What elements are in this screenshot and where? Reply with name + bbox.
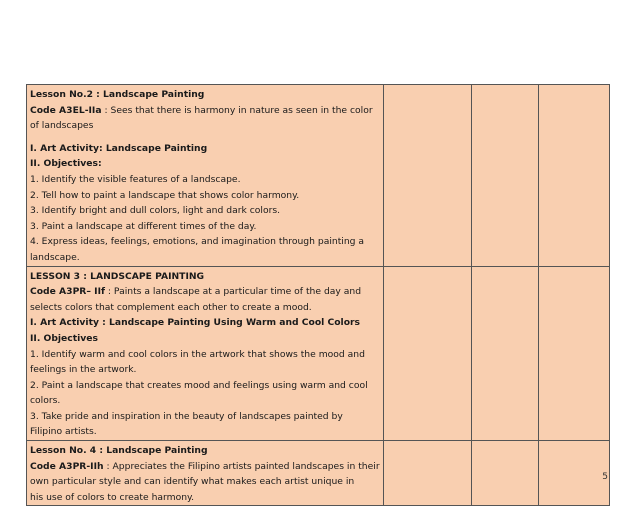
text-line <box>30 347 380 363</box>
empty-cell <box>384 85 472 267</box>
body-text: 4. Express ideas, feelings, emotions, and imagination through painting a <box>30 236 365 248</box>
page-number: 5 <box>602 472 608 482</box>
text-line <box>30 141 380 157</box>
body-text: 1. Identify the visible features of a landscape. <box>30 173 241 185</box>
empty-cell <box>539 441 610 506</box>
body-text: own particular style and can identify what makes each artist unique in <box>30 476 355 488</box>
text-line <box>30 188 380 204</box>
lesson-cell <box>27 441 384 506</box>
table-row <box>27 441 610 506</box>
text-line <box>30 250 380 266</box>
body-text: 2. Tell how to paint a landscape that shows color harmony. <box>30 189 300 201</box>
bold-text: Lesson No. 4 : Landscape Painting <box>30 445 208 457</box>
body-text: landscape. <box>30 251 80 263</box>
text-line <box>30 203 380 219</box>
line-spacer <box>30 134 380 141</box>
text-line <box>30 300 380 316</box>
text-line <box>30 378 380 394</box>
text-line <box>30 409 380 425</box>
body-text: of landscapes <box>30 120 94 132</box>
body-text: Filipino artists. <box>30 426 97 438</box>
text-line <box>30 172 380 188</box>
bold-text: Code A3EL-IIa <box>30 104 102 116</box>
bold-text: I. Art Activity : Landscape Painting Using Warm and Cool Colors <box>30 317 361 329</box>
empty-cell <box>472 441 539 506</box>
body-text: 3. Paint a landscape at different times of the day. <box>30 220 257 232</box>
text-line <box>30 234 380 250</box>
body-text: : Appreciates the Filipino artists painted landscapes in their <box>103 460 380 472</box>
curriculum-table <box>26 84 610 506</box>
text-line <box>30 156 380 172</box>
text-line <box>30 118 380 134</box>
bold-text: Code A3PR-IIh <box>30 460 104 472</box>
text-line <box>30 219 380 235</box>
text-line <box>30 459 380 475</box>
lesson-cell <box>27 266 384 441</box>
table-row <box>27 266 610 441</box>
empty-cell <box>539 85 610 267</box>
empty-cell <box>472 266 539 441</box>
text-line <box>30 424 380 440</box>
body-text: 2. Paint a landscape that creates mood and feelings using warm and cool <box>30 379 368 391</box>
body-text: 3. Take pride and inspiration in the beauty of landscapes painted by <box>30 410 343 422</box>
bold-text: Code A3PR– IIf <box>30 286 105 298</box>
text-line <box>30 331 380 347</box>
body-text: selects colors that complement each other to create a mood. <box>30 301 312 313</box>
bold-text: I. Art Activity: Landscape Painting <box>30 142 208 154</box>
text-line <box>30 103 380 119</box>
text-line <box>30 443 380 459</box>
body-text: 3. Identify bright and dull colors, light and dark colors. <box>30 205 281 217</box>
empty-cell <box>384 441 472 506</box>
bold-text: II. Objectives <box>30 332 98 344</box>
text-line <box>30 474 380 490</box>
body-text: colors. <box>30 395 61 407</box>
body-text: : Paints a landscape at a particular time of the day and <box>105 286 362 298</box>
body-text: feelings in the artwork. <box>30 364 137 376</box>
text-line <box>30 362 380 378</box>
lesson-cell <box>27 85 384 267</box>
text-line <box>30 315 380 331</box>
empty-cell <box>384 266 472 441</box>
body-text: 1. Identify warm and cool colors in the artwork that shows the mood and <box>30 348 365 360</box>
empty-cell <box>472 85 539 267</box>
table-row <box>27 85 610 267</box>
text-line <box>30 393 380 409</box>
text-line <box>30 269 380 285</box>
text-line <box>30 87 380 103</box>
bold-text: II. Objectives: <box>30 158 102 170</box>
body-text: his use of colors to create harmony. <box>30 491 195 503</box>
empty-cell <box>539 266 610 441</box>
text-line <box>30 284 380 300</box>
body-text: : Sees that there is harmony in nature as seen in the color <box>101 104 373 116</box>
bold-text: LESSON 3 : LANDSCAPE PAINTING <box>30 270 205 282</box>
text-line <box>30 490 380 506</box>
bold-text: Lesson No.2 : Landscape Painting <box>30 89 205 100</box>
